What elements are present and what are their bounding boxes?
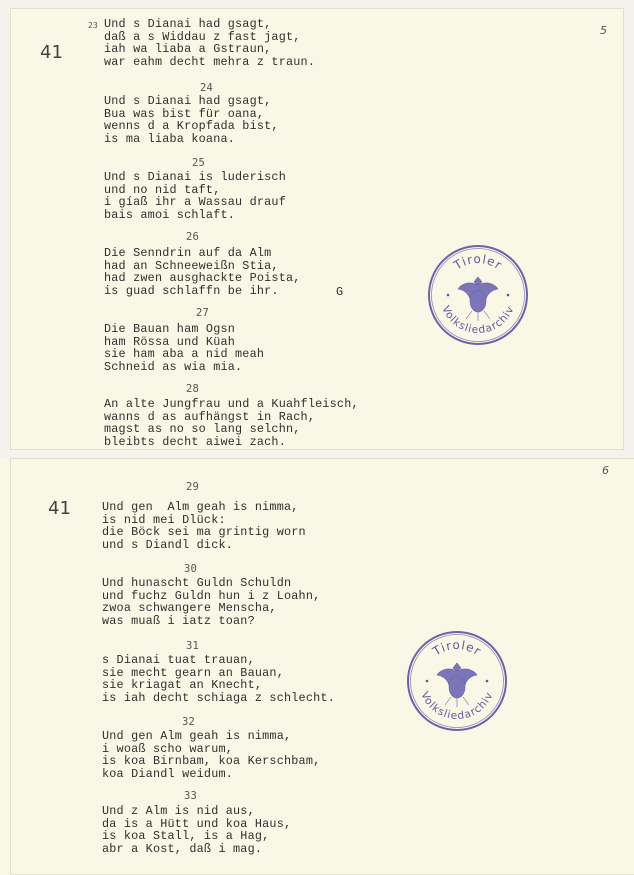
- stanza-number: 32: [182, 716, 196, 728]
- stanza-24: [104, 82, 279, 146]
- handwritten-side-number: 41: [48, 498, 71, 519]
- verse-line: und s Diandl dick.: [102, 537, 234, 552]
- verse-line: Bua was bist für oana,: [104, 106, 265, 121]
- stanza-number: 25: [192, 157, 206, 169]
- verse-line: is koa Stall, is a Hag,: [102, 829, 270, 843]
- verse-line: daß a s Widdau z fast jagt,: [104, 29, 301, 44]
- verse-line: abr a Kost, daß i mag.: [102, 841, 263, 856]
- verse-line: is guad schlaffn be ihr.: [104, 283, 279, 298]
- stanza-33: [102, 790, 292, 856]
- stanza-number: 24: [200, 82, 214, 94]
- verse-line: wenns d a Kropfada bist,: [104, 119, 279, 133]
- verse-line: Und s Dianai had gsagt,: [104, 17, 272, 31]
- verse-line: die Böck sei ma grintig worn: [102, 525, 306, 539]
- verse-line: magst as no so lang selchn,: [104, 422, 301, 436]
- verse-line: is koa Birnbam, koa Kerschbam,: [102, 754, 321, 768]
- verse-line: und no nid taft,: [104, 182, 221, 197]
- verse-line: Und hunascht Guldn Schuldn: [102, 576, 292, 590]
- verse-line: Und gen Alm geah is nimma,: [102, 729, 292, 743]
- svg-text:Tiroler: Tiroler: [430, 637, 484, 659]
- stanza-number: 30: [184, 563, 198, 575]
- verse-line: iah wa liaba a Gstraun,: [104, 42, 272, 56]
- stanza-26: [104, 231, 301, 298]
- verse-line: da is a Hütt und koa Haus,: [102, 816, 292, 831]
- stanza-31: [102, 640, 335, 705]
- stanza-28: [104, 383, 359, 449]
- verse-line: koa Diandl weidum.: [102, 766, 234, 781]
- verse-line: sie mecht gearn an Bauan,: [102, 665, 284, 680]
- verse-line: Die Bauan ham Ogsn: [104, 322, 236, 336]
- stanza-number: 26: [186, 231, 200, 243]
- stanza-27: [104, 307, 265, 374]
- verse-line: i gíaß ihr a Wassau drauf: [104, 195, 286, 209]
- verse-line: wanns d as aufhängst in Rach,: [104, 409, 316, 424]
- eagle-emblem-icon: [437, 663, 477, 707]
- verse-line: ham Rössa und Küah: [104, 334, 236, 349]
- stanza-number: 23: [88, 21, 99, 30]
- verse-line: Die Senndrin auf da Alm: [104, 246, 272, 260]
- stanza-number: 31: [186, 640, 200, 652]
- verse-line: had zwen ausghackte Poista,: [104, 271, 301, 285]
- stanza-number: 27: [196, 307, 210, 319]
- verse-line: Und gen Alm geah is nimma,: [102, 500, 299, 514]
- verse-line: was muaß i iatz toan?: [102, 613, 255, 628]
- archive-stamp: [405, 629, 509, 733]
- verse-line: s Dianai tuat trauan,: [102, 653, 255, 667]
- verse-line: had an Schneeweißn Stia,: [104, 258, 279, 273]
- verse-line: Und z Alm is nid aus,: [102, 804, 255, 818]
- svg-text:Volksliedarchiv: Volksliedarchiv: [418, 689, 496, 723]
- verse-line: sie kriagat an Knecht,: [102, 678, 263, 692]
- handwritten-side-number: 41: [40, 42, 63, 63]
- verse-line: bais amoi schlaft.: [104, 207, 236, 222]
- archive-stamp: [426, 243, 530, 347]
- stanza-23: [88, 17, 316, 69]
- verse-line: is iah decht schiaga z schlecht.: [102, 690, 335, 705]
- verse-line: bleibts decht aiwei zach.: [104, 434, 286, 449]
- eagle-emblem-icon: [458, 277, 498, 321]
- verse-line: sie ham aba a nid meah: [104, 347, 265, 361]
- page-number: 5: [600, 24, 607, 37]
- stanza-30: [102, 563, 321, 628]
- page-number: 6: [602, 464, 609, 477]
- verse-line: zwoa schwangere Menscha,: [102, 601, 277, 615]
- verse-line: i woaß scho warum,: [102, 741, 234, 756]
- verse-line: An alte Jungfrau und a Kuahfleisch,: [104, 397, 359, 411]
- stanza-29: [102, 481, 306, 552]
- stanza-number: 33: [184, 790, 198, 802]
- stanza-32: [102, 716, 321, 781]
- verse-line: und fuchz Guldn hun i z Loahn,: [102, 588, 321, 603]
- verse-line: war eahm decht mehra z traun.: [104, 54, 316, 69]
- stanza-number: 29: [186, 481, 200, 493]
- svg-text:Volksliedarchiv: Volksliedarchiv: [439, 303, 517, 337]
- verse-line: Und s Dianai is luderisch: [104, 170, 286, 184]
- stanza-number: 28: [186, 383, 200, 395]
- verse-line: is ma liaba koana.: [104, 131, 236, 146]
- verse-line: Und s Dianai had gsagt,: [104, 94, 272, 108]
- margin-mark: G: [336, 285, 344, 299]
- stanza-25: [104, 157, 286, 222]
- svg-text:Tiroler: Tiroler: [451, 251, 505, 273]
- verse-line: is nid mei Dlück:: [102, 512, 226, 527]
- verse-line: Schneid as wia mia.: [104, 359, 243, 374]
- top-page-sheet: [10, 8, 624, 450]
